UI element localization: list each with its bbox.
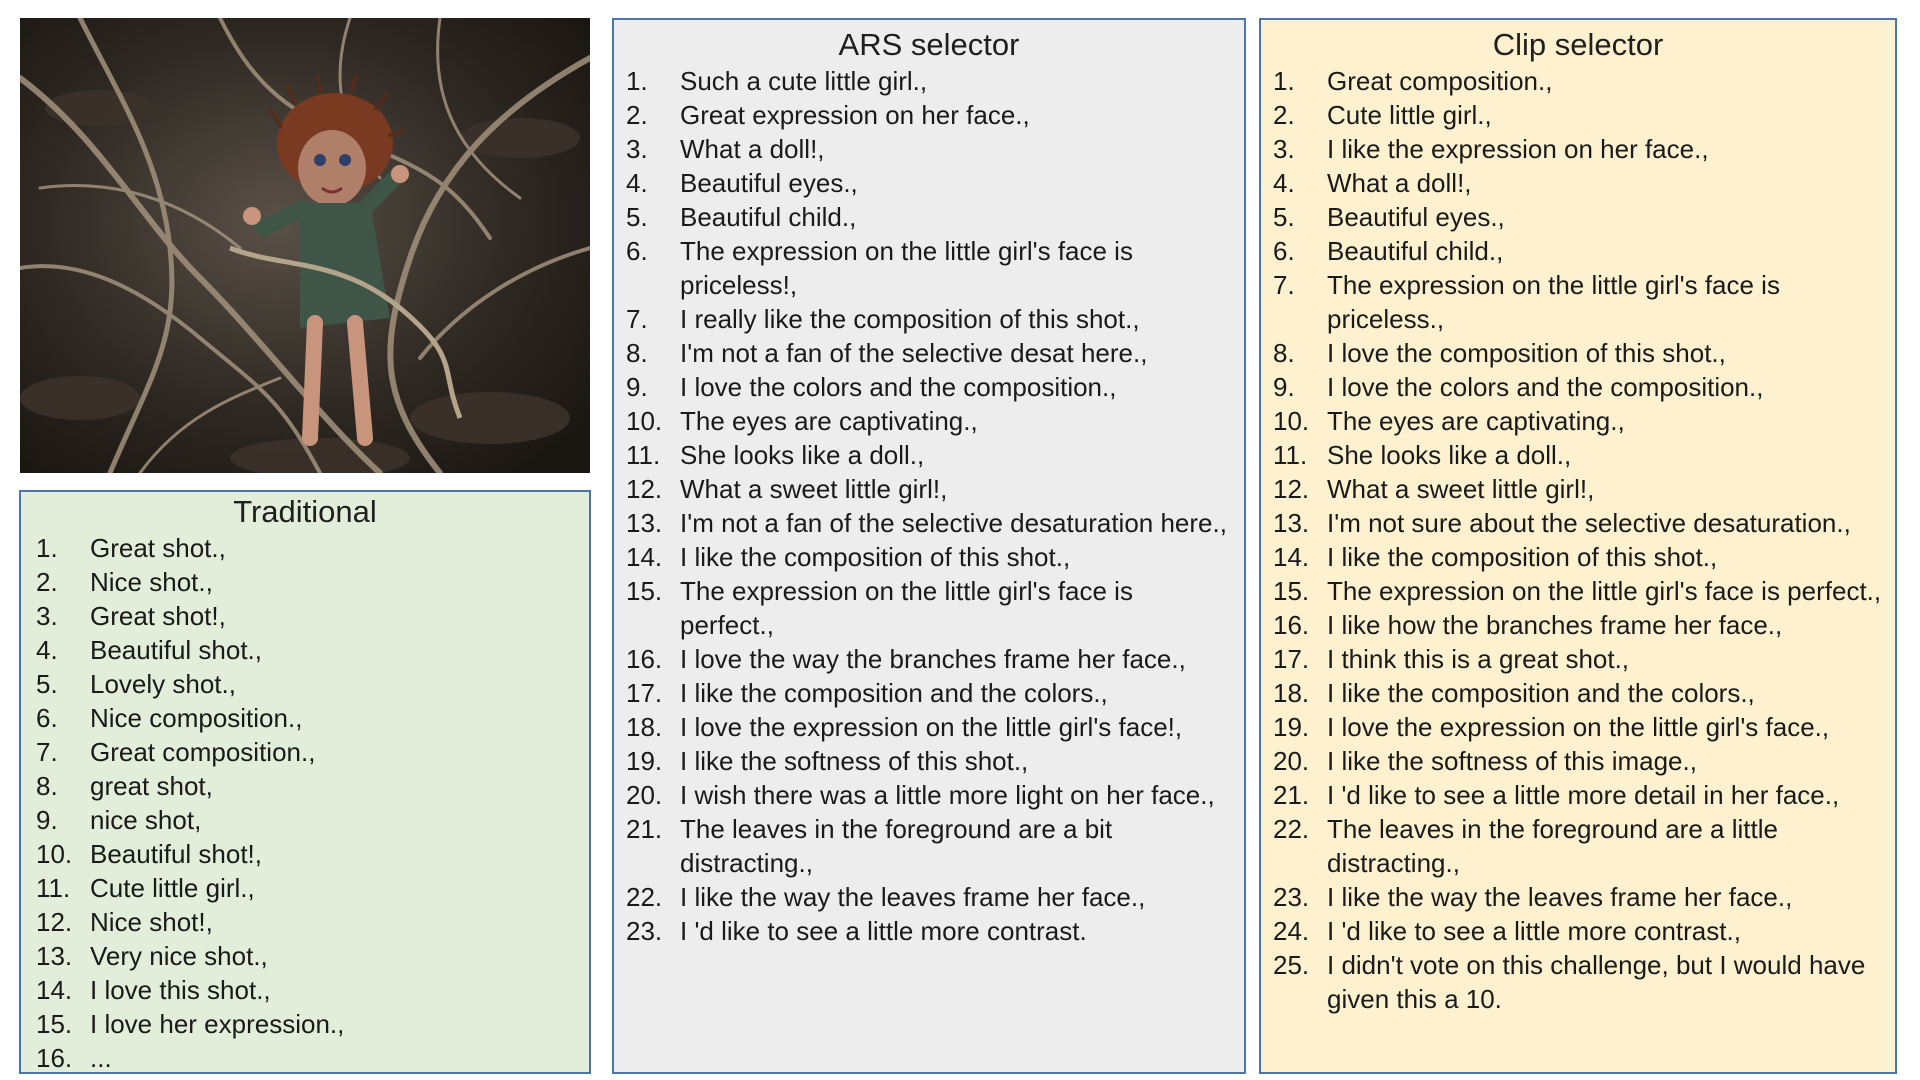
list-item-text: I like how the branches frame her face., <box>1327 610 1783 640</box>
list-item-text: Beautiful shot!, <box>90 839 262 869</box>
list-item-number: 4. <box>626 168 648 198</box>
list-item <box>1273 880 1889 914</box>
list-item-text: The eyes are captivating., <box>680 406 978 436</box>
list-item <box>36 939 581 973</box>
list-item-number: 12. <box>1273 474 1310 504</box>
list-item <box>36 531 581 565</box>
list-item <box>36 667 581 701</box>
list-item <box>626 540 1234 574</box>
list-item-number: 4. <box>36 635 58 665</box>
list-item-text: I like the softness of this image., <box>1327 746 1697 776</box>
list-item-number: 1. <box>626 66 648 96</box>
list-item-text: Very nice shot., <box>90 941 268 971</box>
traditional-list <box>21 531 589 1074</box>
list-item-number: 18. <box>1273 678 1310 708</box>
list-item-number: 13. <box>626 508 663 538</box>
list-item <box>1273 98 1889 132</box>
list-item <box>626 98 1234 132</box>
list-item-text: I'm not sure about the selective desaturation., <box>1327 508 1851 538</box>
ars-list <box>614 64 1244 948</box>
list-item-number: 7. <box>626 304 648 334</box>
list-item-text: Great expression on her face., <box>680 100 1030 130</box>
list-item-number: 22. <box>626 882 663 912</box>
list-item <box>626 880 1234 914</box>
list-item-text: She looks like a doll., <box>1327 440 1572 470</box>
list-item-text: What a doll!, <box>680 134 825 164</box>
list-item-number: 10. <box>626 406 663 436</box>
list-item <box>36 871 581 905</box>
list-item-number: 18. <box>626 712 663 742</box>
list-item-number: 1. <box>36 533 58 563</box>
clip-list <box>1261 64 1895 1016</box>
list-item <box>1273 64 1889 98</box>
list-item <box>626 744 1234 778</box>
list-item-text: I love the colors and the composition., <box>680 372 1117 402</box>
list-item <box>1273 608 1889 642</box>
list-item <box>626 472 1234 506</box>
list-item <box>1273 336 1889 370</box>
ars-title: ARS selector <box>838 27 1020 62</box>
list-item-text: I 'd like to see a little more detail in her face., <box>1327 780 1840 810</box>
list-item <box>626 234 1234 302</box>
list-item-number: 10. <box>1273 406 1310 436</box>
list-item-text: Nice shot., <box>90 567 213 597</box>
list-item-text: Great shot!, <box>90 601 226 631</box>
clip-title: Clip selector <box>1492 27 1664 62</box>
list-item-text: I like the composition of this shot., <box>1327 542 1718 572</box>
list-item <box>1273 234 1889 268</box>
list-item <box>626 812 1234 880</box>
list-item <box>1273 778 1889 812</box>
list-item <box>36 1007 581 1041</box>
list-item <box>36 905 581 939</box>
list-item <box>36 803 581 837</box>
list-item-number: 3. <box>1273 134 1295 164</box>
list-item-number: 11. <box>626 440 661 470</box>
list-item-text: Cute little girl., <box>90 873 255 903</box>
list-item <box>36 735 581 769</box>
list-item-text: I like the way the leaves frame her face., <box>680 882 1146 912</box>
list-item-text: The expression on the little girl's face is perfect., <box>1327 576 1882 606</box>
list-item-number: 23. <box>626 916 663 946</box>
list-item-number: 20. <box>626 780 663 810</box>
list-item <box>1273 438 1889 472</box>
list-item <box>36 701 581 735</box>
list-item-number: 14. <box>1273 542 1310 572</box>
list-item-text: The expression on the little girl's face is priceless!, <box>680 236 1133 300</box>
list-item <box>626 200 1234 234</box>
list-item-number: 15. <box>1273 576 1310 606</box>
list-item <box>626 166 1234 200</box>
list-item-text: The leaves in the foreground are a bit distracting., <box>680 814 1113 878</box>
list-item <box>36 973 581 1007</box>
list-item-number: 12. <box>626 474 663 504</box>
list-item-text: Cute little girl., <box>1327 100 1492 130</box>
list-item-number: 16. <box>1273 610 1310 640</box>
list-item-number: 24. <box>1273 916 1310 946</box>
list-item <box>1273 370 1889 404</box>
list-item-text: ... <box>90 1043 112 1073</box>
doll-photo-icon <box>20 18 590 473</box>
list-item-text: I like the way the leaves frame her face., <box>1327 882 1793 912</box>
list-item-number: 7. <box>36 737 58 767</box>
list-item-number: 4. <box>1273 168 1295 198</box>
list-item <box>1273 472 1889 506</box>
doll-photo <box>20 18 590 473</box>
list-item-text: Lovely shot., <box>90 669 236 699</box>
list-item-text: Great composition., <box>1327 66 1553 96</box>
list-item-text: What a sweet little girl!, <box>680 474 948 504</box>
list-item-text: I love the way the branches frame her face., <box>680 644 1186 674</box>
list-item-text: What a sweet little girl!, <box>1327 474 1595 504</box>
list-item <box>626 438 1234 472</box>
list-item <box>1273 132 1889 166</box>
list-item-text: I love the expression on the little girl's face!, <box>680 712 1183 742</box>
list-item-number: 16. <box>36 1043 73 1073</box>
list-item <box>36 769 581 803</box>
list-item-number: 15. <box>626 576 663 606</box>
traditional-panel <box>19 490 591 1074</box>
list-item <box>36 1041 581 1074</box>
list-item <box>626 778 1234 812</box>
list-item-number: 5. <box>626 202 648 232</box>
list-item-text: What a doll!, <box>1327 168 1472 198</box>
list-item-text: The eyes are captivating., <box>1327 406 1625 436</box>
list-item-number: 19. <box>1273 712 1310 742</box>
list-item <box>1273 812 1889 880</box>
list-item-number: 3. <box>36 601 58 631</box>
ars-panel <box>612 18 1246 1074</box>
list-item-text: I'm not a fan of the selective desat here., <box>680 338 1148 368</box>
list-item-text: I like the softness of this shot., <box>680 746 1029 776</box>
list-item-text: I really like the composition of this shot., <box>680 304 1140 334</box>
list-item-text: The expression on the little girl's face is perfect., <box>680 576 1133 640</box>
list-item-number: 25. <box>1273 950 1310 980</box>
list-item-number: 14. <box>626 542 663 572</box>
list-item-text: Beautiful eyes., <box>680 168 858 198</box>
clip-panel <box>1259 18 1897 1074</box>
list-item <box>36 599 581 633</box>
list-item-text: nice shot, <box>90 805 202 835</box>
list-item-text: I love the colors and the composition., <box>1327 372 1764 402</box>
list-item <box>36 837 581 871</box>
list-item-number: 14. <box>36 975 73 1005</box>
list-item-number: 5. <box>1273 202 1295 232</box>
list-item-text: Such a cute little girl., <box>680 66 928 96</box>
list-item-number: 17. <box>626 678 663 708</box>
list-item-text: Nice composition., <box>90 703 303 733</box>
list-item <box>626 914 1234 948</box>
list-item <box>1273 676 1889 710</box>
list-item <box>626 132 1234 166</box>
list-item-number: 13. <box>1273 508 1310 538</box>
list-item <box>1273 744 1889 778</box>
list-item-number: 6. <box>36 703 58 733</box>
list-item <box>1273 200 1889 234</box>
list-item <box>626 574 1234 642</box>
list-item <box>626 370 1234 404</box>
list-item-text: I love this shot., <box>90 975 271 1005</box>
list-item-text: I love her expression., <box>90 1009 345 1039</box>
list-item-text: I like the composition and the colors., <box>680 678 1108 708</box>
list-item <box>1273 404 1889 438</box>
list-item-text: The expression on the little girl's face is priceless., <box>1327 270 1780 334</box>
list-item-text: I 'd like to see a little more contrast. <box>680 916 1087 946</box>
list-item-number: 2. <box>36 567 58 597</box>
list-item-text: I like the composition of this shot., <box>680 542 1071 572</box>
list-item <box>36 565 581 599</box>
list-item-number: 15. <box>36 1009 73 1039</box>
list-item <box>626 642 1234 676</box>
list-item <box>626 336 1234 370</box>
list-item-text: I'm not a fan of the selective desaturation here., <box>680 508 1227 538</box>
list-item <box>1273 710 1889 744</box>
list-item-text: I like the expression on her face., <box>1327 134 1709 164</box>
list-item <box>626 404 1234 438</box>
list-item-text: The leaves in the foreground are a little distracting., <box>1327 814 1778 878</box>
list-item-number: 11. <box>1273 440 1308 470</box>
list-item-number: 13. <box>36 941 73 971</box>
list-item-number: 2. <box>626 100 648 130</box>
list-item <box>626 676 1234 710</box>
list-item <box>1273 642 1889 676</box>
list-item-number: 9. <box>626 372 648 402</box>
list-item-text: I wish there was a little more light on her face., <box>680 780 1215 810</box>
list-item-number: 17. <box>1273 644 1310 674</box>
list-item-number: 8. <box>1273 338 1295 368</box>
traditional-title: Traditional <box>233 494 377 529</box>
list-item-number: 2. <box>1273 100 1295 130</box>
list-item <box>1273 506 1889 540</box>
list-item-text: Beautiful shot., <box>90 635 262 665</box>
list-item <box>1273 914 1889 948</box>
list-item-number: 6. <box>626 236 648 266</box>
list-item <box>1273 166 1889 200</box>
list-item <box>1273 948 1889 1016</box>
list-item-text: great shot, <box>90 771 213 801</box>
list-item-text: Nice shot!, <box>90 907 213 937</box>
list-item-text: She looks like a doll., <box>680 440 925 470</box>
list-item-number: 16. <box>626 644 663 674</box>
list-item-number: 8. <box>626 338 648 368</box>
list-item-text: Beautiful child., <box>1327 236 1504 266</box>
list-item-number: 11. <box>36 873 71 903</box>
list-item-number: 21. <box>626 814 663 844</box>
list-item-number: 1. <box>1273 66 1295 96</box>
list-item <box>626 710 1234 744</box>
list-item-number: 6. <box>1273 236 1295 266</box>
list-item-number: 7. <box>1273 270 1295 300</box>
list-item-number: 23. <box>1273 882 1310 912</box>
list-item <box>1273 540 1889 574</box>
list-item-text: I 'd like to see a little more contrast., <box>1327 916 1741 946</box>
list-item-text: I love the composition of this shot., <box>1327 338 1726 368</box>
list-item <box>626 302 1234 336</box>
list-item-text: I love the expression on the little girl's face., <box>1327 712 1830 742</box>
list-item-number: 22. <box>1273 814 1310 844</box>
list-item-text: Beautiful eyes., <box>1327 202 1505 232</box>
list-item-number: 8. <box>36 771 58 801</box>
list-item-number: 9. <box>36 805 58 835</box>
list-item-number: 3. <box>626 134 648 164</box>
list-item-text: Great shot., <box>90 533 226 563</box>
list-item-text: Beautiful child., <box>680 202 857 232</box>
list-item <box>36 633 581 667</box>
list-item-number: 5. <box>36 669 58 699</box>
list-item-number: 12. <box>36 907 73 937</box>
list-item <box>626 506 1234 540</box>
list-item-number: 9. <box>1273 372 1295 402</box>
list-item-text: I didn't vote on this challenge, but I would have given this a 10. <box>1327 950 1866 1014</box>
list-item-text: Great composition., <box>90 737 316 767</box>
list-item <box>626 64 1234 98</box>
list-item-number: 21. <box>1273 780 1310 810</box>
list-item-number: 20. <box>1273 746 1310 776</box>
list-item-number: 10. <box>36 839 73 869</box>
list-item <box>1273 574 1889 608</box>
list-item <box>1273 268 1889 336</box>
list-item-text: I think this is a great shot., <box>1327 644 1630 674</box>
list-item-number: 19. <box>626 746 663 776</box>
list-item-text: I like the composition and the colors., <box>1327 678 1755 708</box>
